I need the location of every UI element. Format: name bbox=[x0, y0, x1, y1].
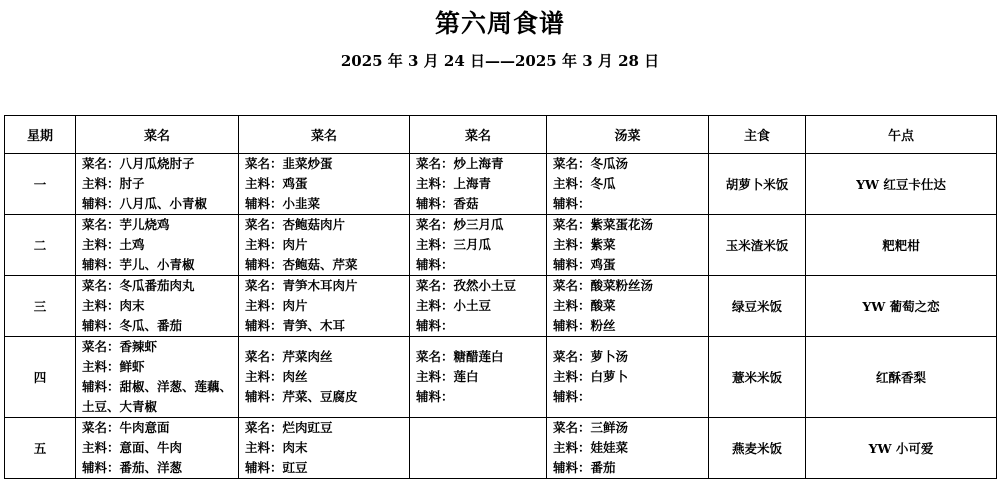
header-staple: 主食 bbox=[709, 116, 806, 154]
dish-main: 主料：小土豆 bbox=[416, 298, 492, 313]
dish-name: 菜名：青笋木耳肉片 bbox=[245, 278, 358, 293]
soup-cell bbox=[547, 154, 709, 215]
header-dish-2: 菜名 bbox=[239, 116, 410, 154]
dish-2-cell bbox=[239, 154, 410, 215]
dish-name: 菜名：牛肉意面 bbox=[82, 420, 170, 435]
weekday-cell: 一 bbox=[5, 154, 76, 215]
staple-cell: 绿豆米饭 bbox=[709, 276, 806, 337]
dish-1-cell bbox=[76, 418, 239, 479]
weekday-cell: 三 bbox=[5, 276, 76, 337]
dish-name: 菜名：杏鲍菇肉片 bbox=[245, 217, 346, 232]
dish-aux: 辅料：香菇 bbox=[416, 196, 479, 211]
dish-2-cell bbox=[239, 418, 410, 479]
dish-main: 主料：鸡蛋 bbox=[245, 176, 308, 191]
date-range: 2025 年 3 月 24 日——2025 年 3 月 28 日 bbox=[340, 52, 660, 70]
dish-name: 菜名：烂肉豇豆 bbox=[245, 420, 333, 435]
dish-main: 主料：肉片 bbox=[245, 298, 308, 313]
soup-main: 主料：冬瓜 bbox=[553, 176, 616, 191]
dish-aux: 辅料：冬瓜、番茄 bbox=[82, 318, 183, 333]
table-row bbox=[5, 154, 997, 215]
dish-aux: 辅料：小韭菜 bbox=[245, 196, 321, 211]
weekday-cell: 二 bbox=[5, 215, 76, 276]
menu-table bbox=[4, 115, 997, 479]
soup-name: 菜名：酸菜粉丝汤 bbox=[553, 278, 654, 293]
header-dish-1: 菜名 bbox=[76, 116, 239, 154]
staple-cell: 薏米米饭 bbox=[709, 337, 806, 418]
dish-aux: 辅料：甜椒、洋葱、莲藕、土豆、大青椒 bbox=[82, 379, 233, 414]
dish-name: 菜名：糖醋莲白 bbox=[416, 349, 504, 364]
dish-name: 菜名：炒三月瓜 bbox=[416, 217, 504, 232]
soup-cell bbox=[547, 418, 709, 479]
dish-main: 主料：意面、牛肉 bbox=[82, 440, 183, 455]
snack-cell: YW 葡萄之恋 bbox=[806, 276, 997, 337]
dish-2-cell bbox=[239, 215, 410, 276]
dish-aux: 辅料： bbox=[416, 389, 454, 404]
soup-aux: 辅料：粉丝 bbox=[553, 318, 616, 333]
snack-cell: 粑粑柑 bbox=[806, 215, 997, 276]
dish-aux: 辅料：青笋、木耳 bbox=[245, 318, 346, 333]
dish-name: 菜名：冬瓜番茄肉丸 bbox=[82, 278, 195, 293]
dish-main: 主料：肉片 bbox=[245, 237, 308, 252]
dish-main: 主料：肉末 bbox=[82, 298, 145, 313]
dish-main: 主料：肉丝 bbox=[245, 369, 308, 384]
soup-cell bbox=[547, 337, 709, 418]
weekday-cell: 四 bbox=[5, 337, 76, 418]
dish-1-cell bbox=[76, 276, 239, 337]
soup-name: 菜名：冬瓜汤 bbox=[553, 156, 629, 171]
dish-2-cell bbox=[239, 276, 410, 337]
soup-main: 主料：酸菜 bbox=[553, 298, 616, 313]
table-row bbox=[5, 276, 997, 337]
soup-main: 主料：白萝卜 bbox=[553, 369, 629, 384]
snack-cell: YW 红豆卡仕达 bbox=[806, 154, 997, 215]
dish-name: 菜名：八月瓜烧肘子 bbox=[82, 156, 195, 171]
dish-aux: 辅料：番茄、洋葱 bbox=[82, 460, 183, 475]
table-row bbox=[5, 337, 997, 418]
dish-3-cell bbox=[410, 337, 547, 418]
dish-3-cell bbox=[410, 154, 547, 215]
soup-cell bbox=[547, 215, 709, 276]
header-row bbox=[5, 116, 997, 154]
snack-cell: 红酥香梨 bbox=[806, 337, 997, 418]
dish-name: 菜名：炒上海青 bbox=[416, 156, 504, 171]
dish-3-cell bbox=[410, 276, 547, 337]
dish-main: 主料：莲白 bbox=[416, 369, 479, 384]
table-row bbox=[5, 418, 997, 479]
header-snack: 午点 bbox=[806, 116, 997, 154]
dish-aux: 辅料： bbox=[416, 318, 454, 333]
weekday-cell: 五 bbox=[5, 418, 76, 479]
dish-name: 菜名：芹菜肉丝 bbox=[245, 349, 333, 364]
dish-1-cell bbox=[76, 337, 239, 418]
dish-name: 菜名：韭菜炒蛋 bbox=[245, 156, 333, 171]
soup-aux: 辅料： bbox=[553, 389, 591, 404]
dish-main: 主料：肉末 bbox=[245, 440, 308, 455]
dish-aux: 辅料：杏鲍菇、芹菜 bbox=[245, 257, 358, 272]
page-title: 第六周食谱 bbox=[434, 9, 565, 38]
staple-cell: 燕麦米饭 bbox=[709, 418, 806, 479]
dish-aux: 辅料：芹菜、豆腐皮 bbox=[245, 389, 358, 404]
soup-main: 主料：紫菜 bbox=[553, 237, 616, 252]
dish-main: 主料：上海青 bbox=[416, 176, 492, 191]
dish-aux: 辅料：八月瓜、小青椒 bbox=[82, 196, 208, 211]
dish-2-cell bbox=[239, 337, 410, 418]
soup-cell bbox=[547, 276, 709, 337]
dish-1-cell bbox=[76, 154, 239, 215]
soup-main: 主料：娃娃菜 bbox=[553, 440, 629, 455]
header-soup: 汤菜 bbox=[547, 116, 709, 154]
dish-1-cell bbox=[76, 215, 239, 276]
soup-name: 菜名：三鲜汤 bbox=[553, 420, 629, 435]
dish-name: 菜名：香辣虾 bbox=[82, 339, 158, 354]
dish-3-cell bbox=[410, 215, 547, 276]
soup-aux: 辅料：鸡蛋 bbox=[553, 257, 616, 272]
dish-aux: 辅料：豇豆 bbox=[245, 460, 308, 475]
dish-main: 主料：三月瓜 bbox=[416, 237, 492, 252]
dish-main: 主料：鲜虾 bbox=[82, 359, 145, 374]
dish-3-cell bbox=[410, 418, 547, 479]
dish-name: 菜名：芋儿烧鸡 bbox=[82, 217, 170, 232]
soup-aux: 辅料：番茄 bbox=[553, 460, 616, 475]
staple-cell: 玉米渣米饭 bbox=[709, 215, 806, 276]
header-weekday: 星期 bbox=[5, 116, 76, 154]
dish-name: 菜名：孜然小土豆 bbox=[416, 278, 517, 293]
header-dish-3: 菜名 bbox=[410, 116, 547, 154]
soup-name: 菜名：萝卜汤 bbox=[553, 349, 629, 364]
dish-main: 主料：肘子 bbox=[82, 176, 145, 191]
soup-aux: 辅料： bbox=[553, 196, 591, 211]
dish-aux: 辅料： bbox=[416, 257, 454, 272]
snack-cell: YW 小可爱 bbox=[806, 418, 997, 479]
soup-name: 菜名：紫菜蛋花汤 bbox=[553, 217, 654, 232]
table-row bbox=[5, 215, 997, 276]
staple-cell: 胡萝卜米饭 bbox=[709, 154, 806, 215]
dish-main: 主料：土鸡 bbox=[82, 237, 145, 252]
dish-aux: 辅料：芋儿、小青椒 bbox=[82, 257, 195, 272]
